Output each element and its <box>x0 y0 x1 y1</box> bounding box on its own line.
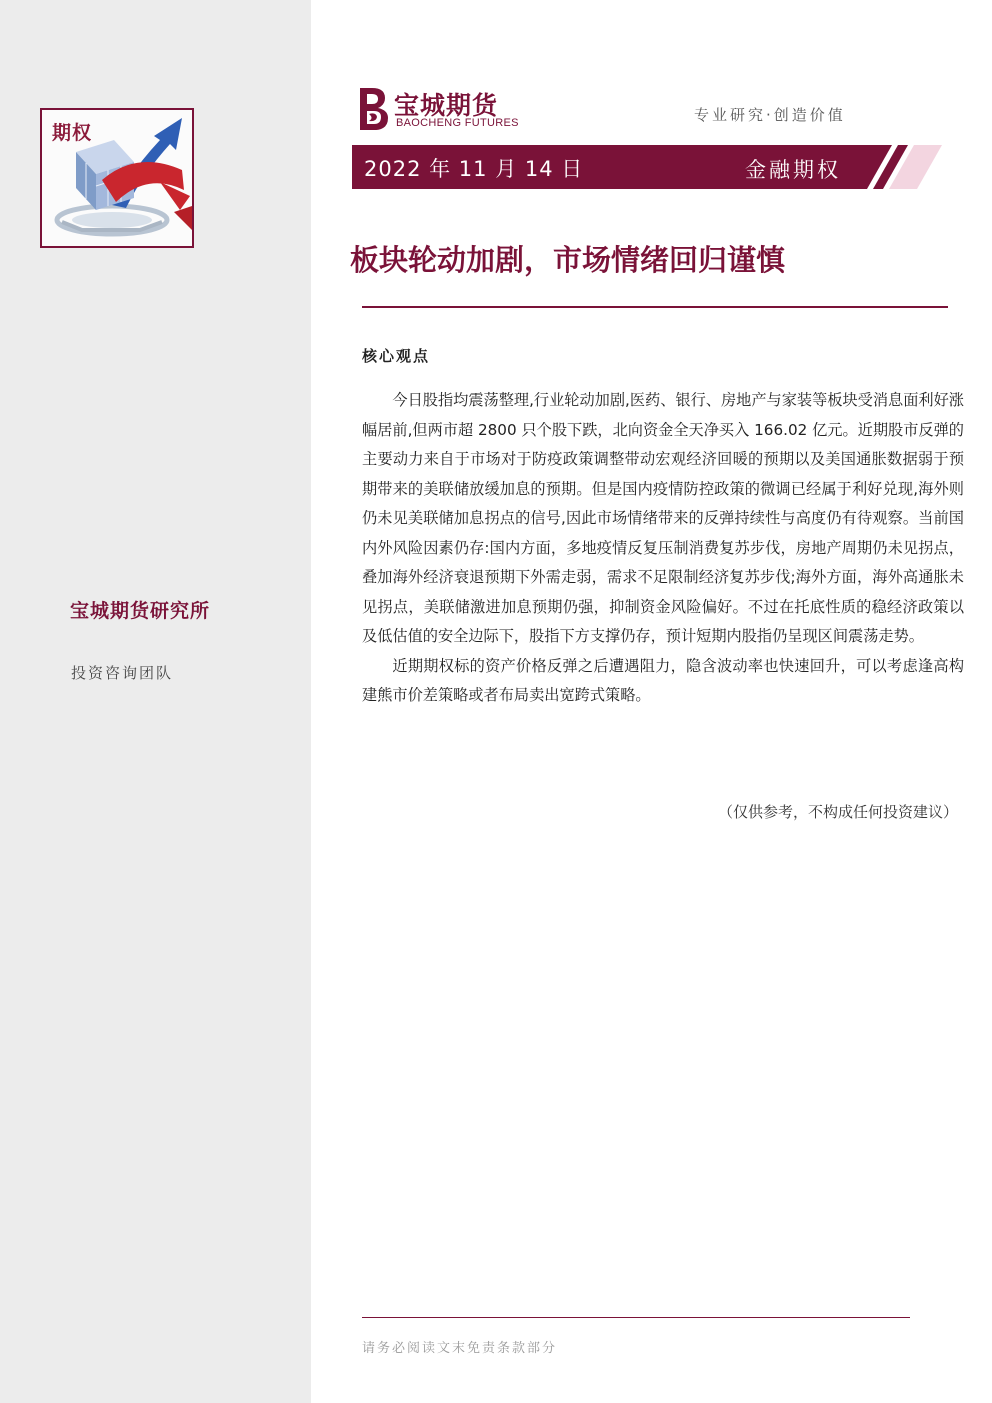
report-headline: 板块轮动加剧，市场情绪回归谨慎 <box>350 243 786 277</box>
headline-divider <box>362 306 948 308</box>
report-body <box>362 386 964 711</box>
logo-text-en: BAOCHENG FUTURES <box>396 117 519 129</box>
footer-note: 请务必阅读文末免责条款部分 <box>362 1341 558 1356</box>
body-paragraph: 今日股指均震荡整理,行业轮动加剧,医药、银行、房地产与家装等板块受消息面利好涨幅居前,但两市超 2800 只个股下跌，北向资金全天净买入 166.02 亿元。近期股市反弹的主要动力来自于市场对于防疫政策调整带动宏观经济回暖的预期以及美国通胀数据弱于预期带来的美联储放缓加息的预期。但是国内疫情防控政策的微调已经属于利好兑现,海外则仍未见美联储加息拐点的信号,因此市场情绪带来的反弹持续性与高度仍有待观察。当前国内外风险因素仍存:国内方面，多地疫情反复压制消费复苏步伐，房地产周期仍未见拐点，叠加海外经济衰退预期下外需走弱，需求不足限制经济复苏步伐;海外方面，海外高通胀未见拐点，美联储激进加息预期仍强，抑制资金风险偏好。不过在托底性质的稳经济政策以及低估值的安全边际下，股指下方支撑仍存，预计短期内股指仍呈现区间震荡走势。 <box>362 391 964 645</box>
body-paragraph: 近期期权标的资产价格反弹之后遭遇阻力，隐含波动率也快速回升，可以考虑逢高构建熊市价差策略或者布局卖出宽跨式策略。 <box>362 656 964 704</box>
company-logo <box>356 86 536 132</box>
team-name: 投资咨询团队 <box>71 664 174 682</box>
slogan: 专业研究·创造价值 <box>694 106 846 124</box>
footer-divider <box>362 1317 910 1318</box>
disclaimer: （仅供参考，不构成任何投资建议） <box>717 803 958 821</box>
section-title: 核心观点 <box>362 347 431 365</box>
cover-image <box>40 108 194 248</box>
institute-name: 宝城期货研究所 <box>70 600 211 622</box>
report-category: 金融期权 <box>745 158 841 182</box>
cover-label: 期权 <box>52 122 93 144</box>
date-banner <box>352 145 942 189</box>
sidebar <box>0 0 311 1403</box>
b-logo-icon <box>356 86 392 132</box>
logo-text-cn: 宝城期货 <box>394 91 499 120</box>
report-date: 2022 年 11 月 14 日 <box>364 157 584 181</box>
